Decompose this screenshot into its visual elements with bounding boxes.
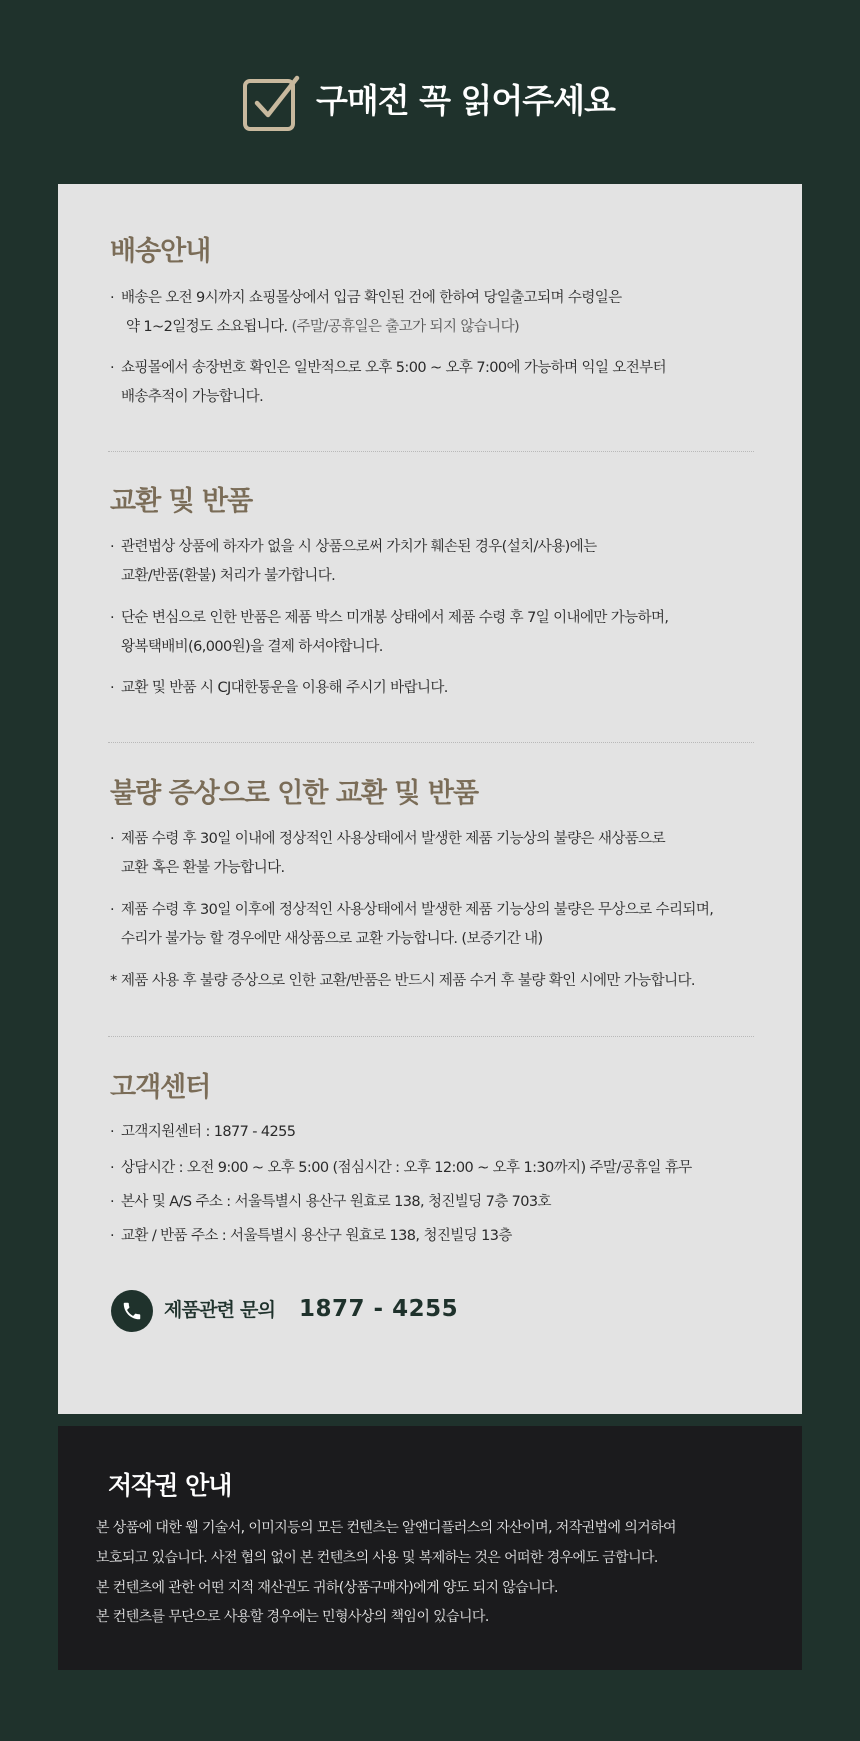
copyright-line: 본 상품에 대한 웹 기술서, 이미지등의 모든 컨텐츠는 알앤디플러스의 자산이며, 저작권법에 의거하여: [96, 1520, 676, 1536]
section-divider: [108, 451, 754, 452]
list-item: · 교환 / 반품 주소 : 서울특별시 용산구 원효로 138, 청진빌딩 13층: [110, 1228, 512, 1244]
copyright-line: 보호되고 있습니다. 사전 협의 없이 본 컨텐츠의 사용 및 복제하는 것은 어떠한 경우에도 금합니다.: [96, 1550, 658, 1566]
phone-icon: [111, 1290, 153, 1332]
section-divider: [108, 1036, 754, 1037]
copyright-title: 저작권 안내: [108, 1471, 232, 1500]
info-panel: [58, 184, 802, 1414]
list-item: · 상담시간 : 오전 9:00 ~ 오후 5:00 (점심시간 : 오후 12:00 ~ 오후 1:30까지) 주말/공휴일 휴무: [110, 1160, 692, 1176]
list-item: · 본사 및 A/S 주소 : 서울특별시 용산구 원효로 138, 청진빌딩 7층 703호: [110, 1194, 551, 1210]
copyright-line: 본 컨텐츠에 관한 어떤 지적 재산권도 귀하(상품구매자)에게 양도 되지 않습니다.: [96, 1580, 558, 1596]
contact-phone-number: 1877 - 4255: [299, 1296, 459, 1322]
list-item: · 교환 및 반품 시 CJ대한통운을 이용해 주시기 바랍니다.: [110, 680, 448, 696]
list-item: · 제품 수령 후 30일 이후에 정상적인 사용상태에서 발생한 제품 기능상의 불량은 무상으로 수리되며, 수리가 불가능 할 경우에만 새상품으로 교환 가능합니다. (보증기간 내): [110, 902, 714, 947]
section-divider: [108, 742, 754, 743]
section-title-defect: 불량 증상으로 인한 교환 및 반품: [110, 778, 479, 809]
copyright-panel: [58, 1426, 802, 1670]
list-item: · 제품 수령 후 30일 이내에 정상적인 사용상태에서 발생한 제품 기능상의 불량은 새상품으로 교환 혹은 환불 가능합니다.: [110, 831, 666, 876]
list-item: · 배송은 오전 9시까지 쇼핑몰상에서 입금 확인된 건에 한하여 당일출고되며 수령일은 약 1~2일정도 소요됩니다. (주말/공휴일은 출고가 되지 않습니다): [110, 290, 622, 335]
list-item: · 고객지원센터 : 1877 - 4255: [110, 1124, 296, 1140]
page-header: [0, 0, 860, 184]
checkbox-icon: [242, 74, 300, 132]
contact-label: 제품관련 문의: [164, 1299, 276, 1321]
section-title-exchange: 교환 및 반품: [110, 486, 253, 517]
list-item: · 단순 변심으로 인한 반품은 제품 박스 미개봉 상태에서 제품 수령 후 7일 이내에만 가능하며, 왕복택배비(6,000원)을 결제 하셔야합니다.: [110, 610, 669, 655]
section-title-customer-center: 고객센터: [110, 1072, 211, 1103]
list-item: · 쇼핑몰에서 송장번호 확인은 일반적으로 오후 5:00 ~ 오후 7:00에 가능하며 익일 오전부터 배송추적이 가능합니다.: [110, 360, 666, 405]
page-title: 구매전 꼭 읽어주세요: [316, 81, 615, 120]
list-item: * 제품 사용 후 불량 증상으로 인한 교환/반품은 반드시 제품 수거 후 불량 확인 시에만 가능합니다.: [110, 973, 695, 989]
section-title-shipping: 배송안내: [110, 236, 211, 267]
copyright-line: 본 컨텐츠를 무단으로 사용할 경우에는 민형사상의 책임이 있습니다.: [96, 1609, 489, 1625]
list-item: · 관련법상 상품에 하자가 없을 시 상품으로써 가치가 훼손된 경우(설치/사용)에는 교환/반품(환불) 처리가 불가합니다.: [110, 539, 597, 584]
